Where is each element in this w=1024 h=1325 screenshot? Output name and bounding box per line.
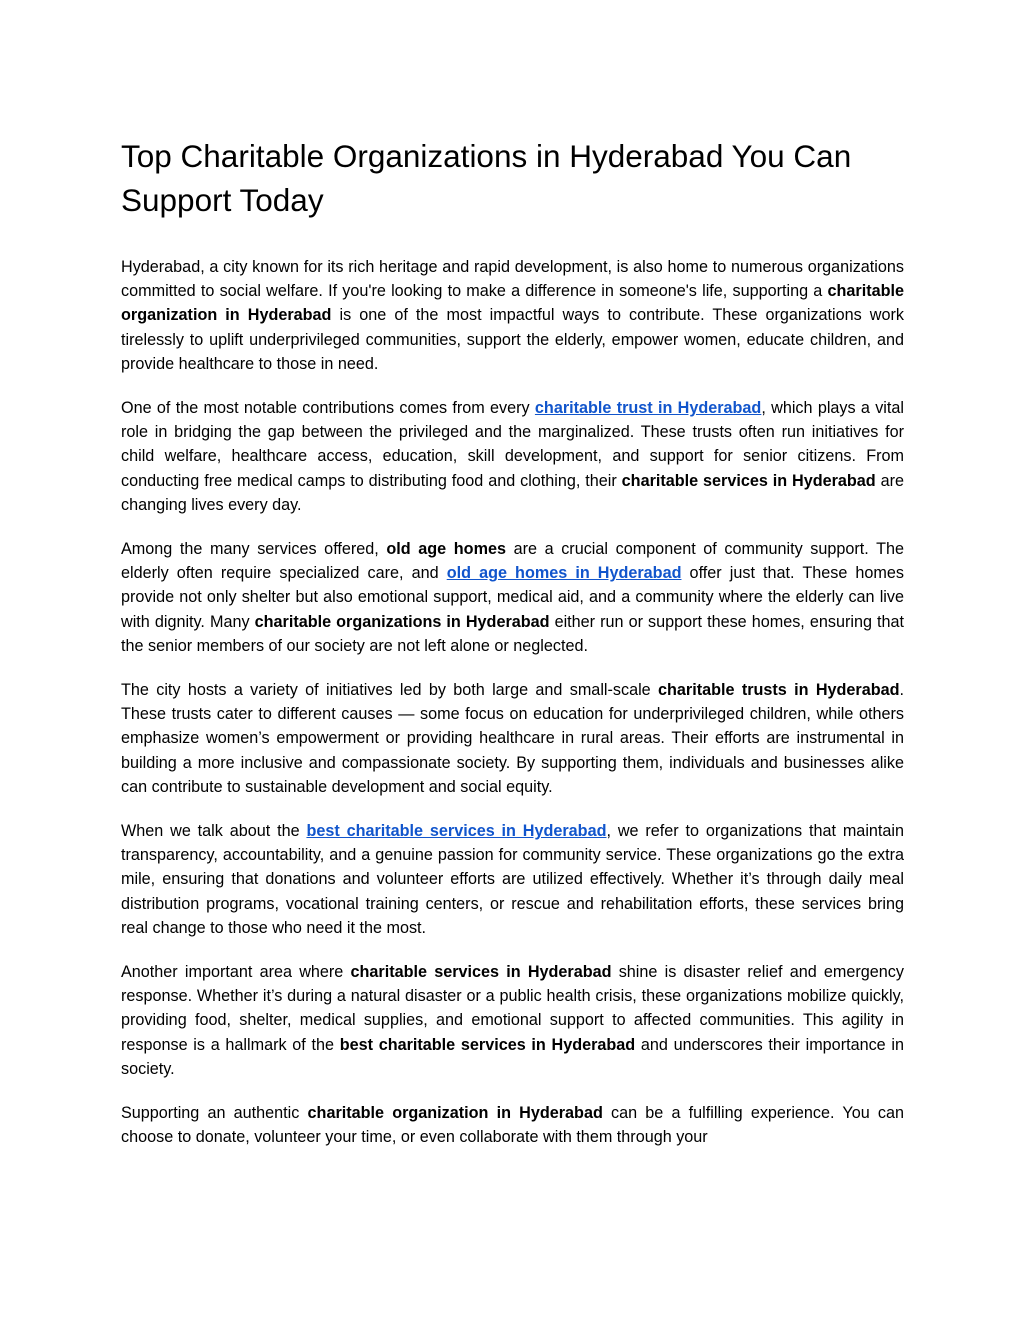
paragraph <box>121 1101 904 1149</box>
paragraph-text: When we talk about the <box>121 822 307 841</box>
paragraph-text: The city hosts a variety of initiatives led by both large and small-scale <box>121 681 659 700</box>
document-title: Top Charitable Organizations in Hyderabad You Can Support Today <box>121 138 852 218</box>
bold-keyword: old age homes <box>386 540 506 559</box>
paragraph-text: can be a fulfilling experience. You can choose to donate, volunteer your time, or even collaborate with them through your <box>121 1104 904 1147</box>
paragraph-text: , which plays a vital role in bridging the gap between the privileged and the marginalized. These trusts often run initiatives for child welfare, healthcare access, education, skill development, and support for senior citizens. From conducting free medical camps to distributing food and clothing, their <box>121 399 904 490</box>
bold-keyword: charitable organizations in Hyderabad <box>254 612 550 631</box>
paragraph-text: Another important area where <box>121 963 351 982</box>
paragraph <box>121 396 904 517</box>
inline-link[interactable]: old age homes in Hyderabad <box>446 564 682 583</box>
paragraph-text: One of the most notable contributions comes from every <box>121 399 535 418</box>
paragraph-text: either run or support these homes, ensuring that the senior members of our society are not left alone or neglected. <box>121 612 904 655</box>
paragraph <box>121 255 904 376</box>
paragraph-text: , we refer to organizations that maintain transparency, accountability, and a genuine passion for community service. These organizations go the extra mile, ensuring that donations and volunteer efforts are utilized effectively. Whether it’s through daily meal distribution programs, vocational training centers, or rescue and rehabilitation efforts, these services bring real change to those who need it the most. <box>121 822 905 937</box>
inline-link[interactable]: best charitable services in Hyderabad <box>306 822 607 841</box>
paragraph-text: Supporting an authentic <box>121 1104 308 1123</box>
paragraph <box>121 960 904 1081</box>
paragraph <box>121 537 904 658</box>
inline-link[interactable]: charitable trust in Hyderabad <box>534 399 762 418</box>
paragraph-text: shine is disaster relief and emergency response. Whether it’s during a natural disaster or a public health crisis, these organizations mobilize quickly, providing food, shelter, medical supplies, and emotional support to affected communities. This agility in response is a hallmark of the <box>121 963 904 1054</box>
bold-keyword: charitable organization in Hyderabad <box>121 282 904 325</box>
paragraph-text: and underscores their importance in society. <box>121 1035 904 1078</box>
paragraph-text: are changing lives every day. <box>121 471 904 514</box>
bold-keyword: charitable trusts in Hyderabad <box>658 681 900 700</box>
paragraph-text: are a crucial component of community support. The elderly often require specialized care, and <box>121 540 904 583</box>
paragraph <box>121 819 904 940</box>
paragraph <box>121 678 904 799</box>
paragraph-text: Hyderabad, a city known for its rich heritage and rapid development, is also home to numerous organizations committed to social welfare. If you're looking to make a difference in someone's life, supporting a <box>121 258 904 301</box>
bold-keyword: charitable services in Hyderabad <box>621 471 876 490</box>
paragraph-text: offer just that. These homes provide not only shelter but also emotional support, medical aid, and a community where the elderly can live with dignity. Many <box>121 564 904 631</box>
paragraph-text: is one of the most impactful ways to contribute. These organizations work tirelessly to uplift underprivileged communities, support the elderly, empower women, educate children, and provide healthcare to those in need. <box>121 306 904 373</box>
bold-keyword: charitable services in Hyderabad <box>350 963 612 982</box>
bold-keyword: charitable organization in Hyderabad <box>307 1104 603 1123</box>
document-body <box>121 255 904 1150</box>
paragraph-text: . These trusts cater to different causes — some focus on education for underprivileged children, while others emphasize women’s empowerment or providing healthcare in rural areas. Their efforts are instrumental in building a more inclusive and compassionate society. By supporting them, individuals and businesses alike can contribute to sustainable development and social equity. <box>121 681 904 796</box>
document-page <box>121 134 904 1170</box>
bold-keyword: best charitable services in Hyderabad <box>339 1035 636 1054</box>
paragraph-text: Among the many services offered, <box>121 540 387 559</box>
